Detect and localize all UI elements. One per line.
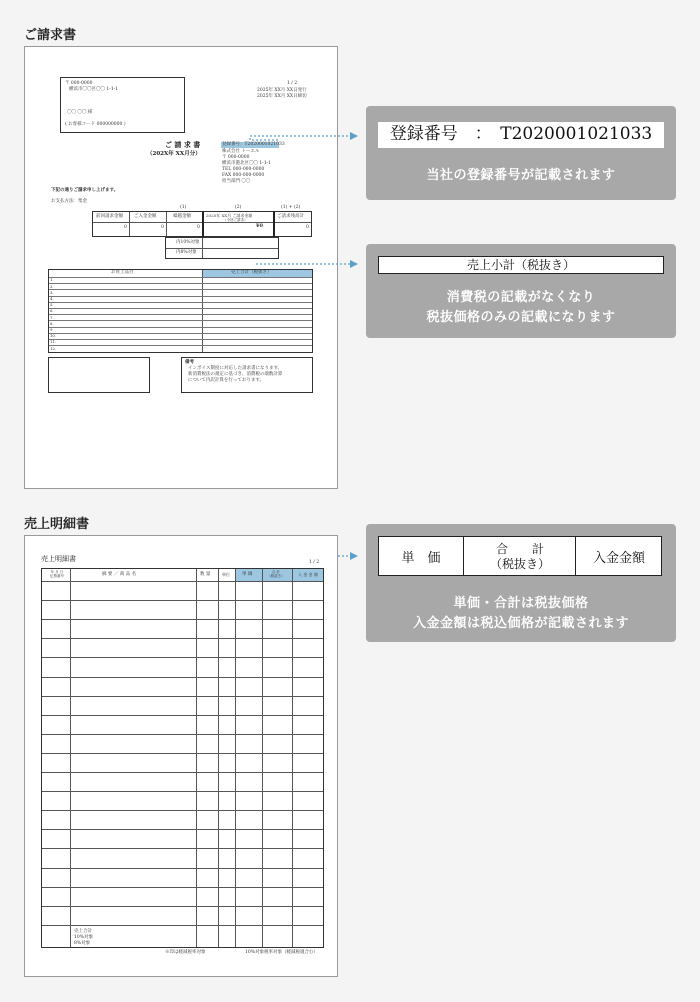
arrow-subtotal (350, 260, 358, 268)
sales-header-4: 単 価 (242, 572, 253, 577)
sales-row-line (42, 772, 323, 773)
date-issued: 2025年 XX月 XX日発行 (257, 88, 307, 93)
sales-row-line (42, 581, 323, 582)
sales-col-line (292, 569, 293, 947)
callout-subtotal-highlight: 売上小計（税抜き） (378, 256, 664, 274)
callout-detail (366, 524, 676, 642)
tax-row-10: 内10%対象 (176, 240, 200, 245)
addr-line: 横浜市〇〇区〇〇 1-1-1 (69, 87, 119, 92)
sales-row-line (42, 696, 323, 697)
sales-row-line (42, 638, 323, 639)
sales-header-5: 合 計 （税抜き） (267, 570, 285, 578)
issuer-fax: FAX 000-000-0000 (222, 173, 265, 178)
items-row-number: 6. (50, 308, 54, 314)
sales-doc-title: 売上明細書 (41, 555, 76, 563)
items-row-number: 4. (50, 295, 54, 301)
section-title-invoice: ご請求書 (24, 28, 77, 43)
summary-value-2: 0 (197, 225, 200, 230)
callout-detail-text-1: 単価・合計は税抜価格 (453, 596, 589, 611)
sales-page-number: 1 / 2 (309, 560, 320, 565)
callout-col-payment: 入金金額 (592, 551, 645, 566)
col-mark-3: (1) + (2) (281, 205, 301, 210)
sales-row-line (42, 753, 323, 754)
sales-row-line (42, 848, 323, 849)
greeting: 下記の通りご請求申し上げます。 (51, 188, 119, 193)
callout-detail-columns (378, 536, 662, 576)
arrow-registration (350, 132, 358, 140)
sales-row-line (42, 677, 323, 678)
items-row-number: 12. (50, 345, 57, 351)
issuer-address: 横浜市港北区〇〇 1-1-1 (222, 161, 272, 166)
sales-row-line (42, 734, 323, 735)
callout-subtotal-text-1: 消費税の記載がなくなり (446, 290, 596, 305)
addr-name: 〇〇 〇〇 様 (67, 110, 93, 115)
issuer-tel: TEL 000-000-0000 (222, 167, 265, 172)
callout-subtotal (366, 244, 676, 338)
connector-registration (250, 136, 350, 140)
items-row-number: 3. (50, 289, 54, 295)
callout-registration-text: 当社の登録番号が記載されます (426, 168, 616, 183)
date-due: 2025年 XX月 XX日締切 (257, 94, 307, 99)
arrow-detail (350, 552, 358, 560)
callout-registration-highlight: 登録番号 ： T2020001021033 (378, 122, 664, 148)
sales-footer-1: 売上合計 (74, 929, 92, 934)
summary-value-3: ¥0 (256, 223, 263, 229)
col-mark-1: (1) (180, 205, 187, 210)
sales-row-line (42, 925, 323, 926)
invoice-period: （202X年 XX月分） (147, 151, 201, 157)
callout-detail-text-2: 入金金額は税込価格が記載されます (412, 616, 629, 631)
callout-col-total: 合 計 (495, 542, 544, 556)
summary-header-0: 前回請求金額 (96, 214, 123, 219)
items-row-number: 11. (50, 339, 57, 345)
sales-row-line (42, 791, 323, 792)
notes-line-1: インボイス制度に対応した請求書になります。 (188, 366, 283, 371)
sales-header-1: 摘 要 ／ 商 品 名 (102, 572, 137, 577)
summary-value-0: 0 (124, 225, 127, 230)
page-number: 1 / 2 (287, 81, 298, 86)
sales-table (41, 568, 324, 948)
summary-header-3: 2025年 XX月 ご請求金額 (206, 213, 253, 218)
payment-method: お支払方法：集金 (51, 199, 87, 204)
sales-header-6: 入 金 金 額 (298, 572, 318, 577)
sales-col-line (70, 569, 71, 947)
sales-col-line (235, 569, 236, 947)
section-title-sales: 売上明細書 (24, 517, 90, 532)
summary-value-4: 0 (306, 225, 309, 230)
summary-header-2: 繰越金額 (173, 214, 191, 219)
sales-col-line (196, 569, 197, 947)
issuer-company: 株式会社 トーエル (222, 149, 260, 154)
summary-value-1: 0 (161, 225, 164, 230)
col-mark-2: (2) (235, 205, 242, 210)
summary-sub: （今回ご請求） (223, 218, 248, 222)
items-row-number: 5. (50, 302, 54, 308)
sales-row-line (42, 657, 323, 658)
summary-header-1: ご入金金額 (134, 214, 157, 219)
items-row-number: 2. (50, 283, 54, 289)
notes-label: 備考 (185, 360, 194, 365)
sales-row-line (42, 868, 323, 869)
customer-code: ( お客様コード 000000000 ) (65, 122, 126, 127)
addr-postal: 〒 000-0000 (65, 81, 93, 86)
sales-col-line (262, 569, 263, 947)
sales-row-line (42, 619, 323, 620)
sales-header-2: 数 量 (200, 572, 211, 577)
callout-subtotal-text-2: 税抜価格のみの記載になります (426, 310, 616, 325)
sales-row-line (42, 810, 323, 811)
invoice-title: ご 請 求 書 (165, 140, 201, 149)
sales-note-right: 10%対象税率対象（軽減税適合む） (245, 950, 319, 955)
sales-note-left: ※印は軽減税率対象 (165, 950, 206, 955)
items-header-left: お買上品目 (111, 270, 134, 275)
items-row-number: 1. (50, 277, 54, 283)
notes-line-2: 新消費税法の規定に基づき、消費税の端数計算 (188, 372, 283, 377)
callout-col-total-sub: （税抜き） (489, 557, 550, 571)
sales-row-line (42, 829, 323, 830)
issuer-registration: 登録番号：T2020001021033 (222, 142, 285, 147)
callout-registration (366, 106, 676, 200)
sales-header-0: 年 月 日 伝票番号 (50, 570, 64, 578)
issuer-postal: 〒 000-0000 (222, 155, 250, 160)
tax-row-8: 内8%対象 (176, 250, 197, 255)
sales-row-line (42, 600, 323, 601)
issuer-dept: 担当部門 〇〇 (222, 179, 251, 184)
callout-col-unit-price: 単 価 (401, 551, 441, 566)
notes-line-3: について内訳計算を行っております。 (188, 378, 265, 383)
items-row-number: 7. (50, 314, 54, 320)
sales-detail-page (24, 535, 338, 977)
sales-footer-2: 10%対象 (74, 935, 94, 940)
sales-row-line (42, 887, 323, 888)
items-row-number: 9. (50, 326, 54, 332)
summary-header-4: ご請求残高計 (277, 214, 304, 219)
items-row-number: 10. (50, 333, 57, 339)
sales-col-line (218, 569, 219, 947)
sales-row-line (42, 715, 323, 716)
sales-row-line (42, 906, 323, 907)
sales-header-3: 単位 (222, 572, 230, 577)
items-row-number: 8. (50, 320, 54, 326)
sales-footer-3: 8%対象 (74, 941, 91, 946)
items-header-right: 売上合計（税抜き） (231, 270, 272, 275)
